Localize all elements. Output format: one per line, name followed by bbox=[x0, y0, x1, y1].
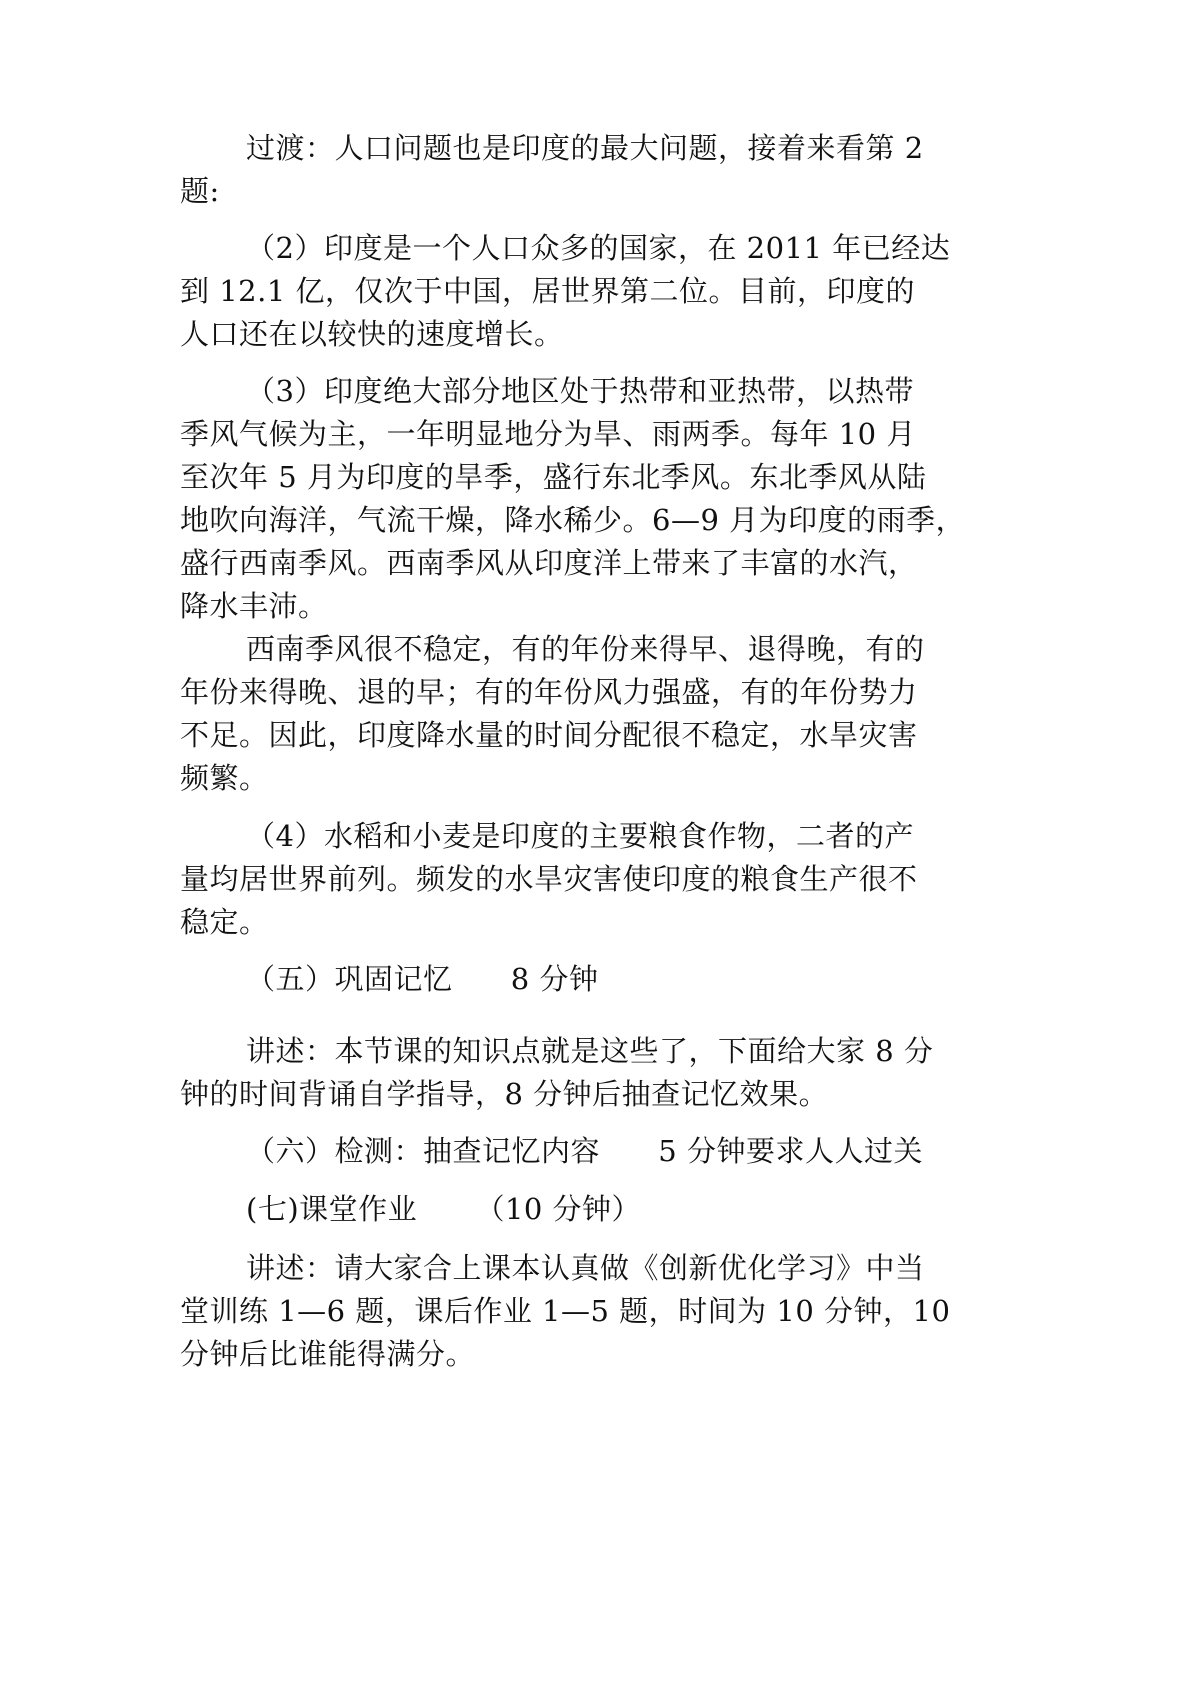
paragraph-item-4 bbox=[180, 815, 1040, 944]
text-line: 量均居世界前列。频发的水旱灾害使印度的粮食生产很不 bbox=[180, 862, 918, 896]
paragraph-item-2 bbox=[180, 227, 1040, 356]
text-line: （2）印度是一个人口众多的国家，在 2011 年已经达 bbox=[246, 231, 951, 265]
text-line: （4）水稻和小麦是印度的主要粮食作物，二者的产 bbox=[246, 819, 914, 853]
text-line: 年份来得晚、退的早；有的年份风力强盛，有的年份势力 bbox=[180, 675, 918, 709]
heading-section-5 bbox=[180, 958, 1040, 1001]
text-line: 频繁。 bbox=[180, 761, 269, 795]
text-line: 过渡：人口问题也是印度的最大问题，接着来看第 2 bbox=[246, 131, 924, 165]
text-line: 盛行西南季风。西南季风从印度洋上带来了丰富的水汽， bbox=[180, 546, 918, 580]
text-line: 至次年 5 月为印度的旱季，盛行东北季风。东北季风从陆 bbox=[180, 460, 927, 494]
text-line: 堂训练 1—6 题，课后作业 1—5 题，时间为 10 分钟，10 bbox=[180, 1294, 951, 1328]
paragraph-narration-2 bbox=[180, 1247, 1040, 1376]
text-line: (七)课堂作业 （10 分钟） bbox=[246, 1192, 642, 1226]
text-line: 讲述：请大家合上课本认真做《创新优化学习》中当 bbox=[246, 1251, 925, 1285]
text-line: （六）检测：抽查记忆内容 5 分钟要求人人过关 bbox=[246, 1134, 923, 1168]
paragraph-transition bbox=[180, 127, 1040, 213]
text-line: 地吹向海洋，气流干燥，降水稀少。6—9 月为印度的雨季， bbox=[180, 503, 966, 537]
text-line: （五）巩固记忆 8 分钟 bbox=[246, 962, 599, 996]
text-line: 不足。因此，印度降水量的时间分配很不稳定，水旱灾害 bbox=[180, 718, 918, 752]
text-line: 到 12.1 亿，仅次于中国，居世界第二位。目前，印度的 bbox=[180, 274, 916, 308]
text-line: 季风气候为主，一年明显地分为旱、雨两季。每年 10 月 bbox=[180, 417, 916, 451]
text-line: （3）印度绝大部分地区处于热带和亚热带，以热带 bbox=[246, 374, 914, 408]
text-line: 分钟后比谁能得满分。 bbox=[180, 1337, 476, 1371]
heading-section-6 bbox=[180, 1130, 1040, 1173]
text-line: 降水丰沛。 bbox=[180, 589, 328, 623]
text-line: 西南季风很不稳定，有的年份来得早、退得晚，有的 bbox=[246, 632, 925, 666]
text-line: 稳定。 bbox=[180, 905, 269, 939]
paragraph-item-3 bbox=[180, 370, 1040, 628]
heading-section-7 bbox=[180, 1188, 1040, 1231]
text-line: 讲述：本节课的知识点就是这些了，下面给大家 8 分 bbox=[246, 1034, 934, 1068]
text-line: 人口还在以较快的速度增长。 bbox=[180, 317, 564, 351]
text-line: 题: bbox=[180, 174, 220, 208]
text-line: 钟的时间背诵自学指导，8 分钟后抽查记忆效果。 bbox=[180, 1077, 829, 1111]
paragraph-narration-1 bbox=[180, 1030, 1040, 1116]
paragraph-monsoon bbox=[180, 628, 1040, 800]
